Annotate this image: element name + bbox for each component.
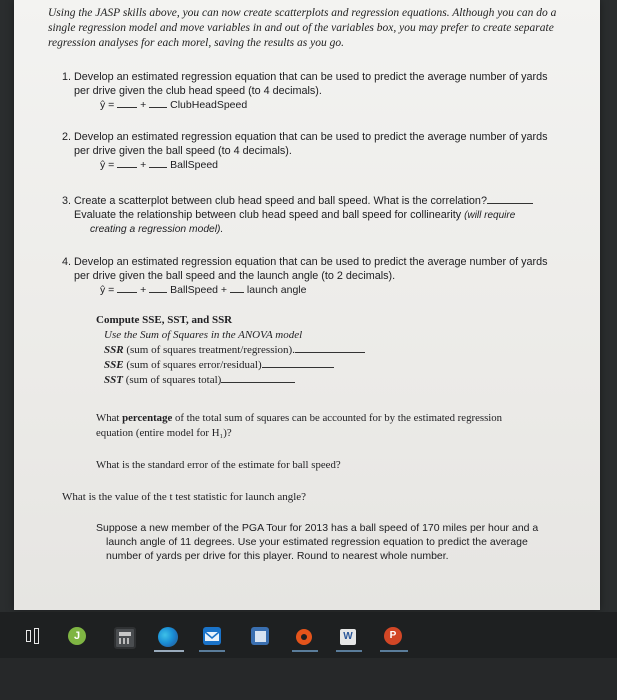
- office-icon[interactable]: [296, 629, 312, 645]
- yhat-label: ŷ =: [100, 284, 115, 296]
- percentage-question: [96, 411, 566, 441]
- active-indicator: [154, 650, 184, 652]
- question-3-evaluate: Evaluate the relationship between club head speed and ball speed for collinearity: [74, 209, 465, 221]
- question-1-line2: per drive given the club head speed (to 4 decimals).: [74, 85, 322, 97]
- task-view-icon[interactable]: [26, 628, 40, 644]
- correlation-blank[interactable]: [487, 203, 533, 204]
- worksheet-page: [14, 0, 600, 610]
- intercept-blank[interactable]: [117, 167, 137, 168]
- sse-abbr: SSE: [104, 359, 124, 371]
- compute-section: [96, 313, 516, 388]
- question-1: [62, 70, 582, 112]
- pct-bold: percentage: [122, 412, 173, 424]
- files-icon[interactable]: [251, 627, 269, 645]
- ssr-text: (sum of squares treatment/regression).: [123, 344, 295, 356]
- yhat-label: ŷ =: [100, 159, 115, 171]
- active-indicator: [292, 650, 318, 652]
- prediction-line2: launch angle of 11 degrees. Use your estimated regression equation to predict the average: [106, 536, 528, 548]
- ssr-row: [96, 343, 516, 358]
- question-4-line1: 4. Develop an estimated regression equation that can be used to predict the average number of yards: [62, 256, 548, 268]
- coef-blank-1[interactable]: [149, 292, 167, 293]
- calculator-icon[interactable]: [114, 627, 136, 649]
- intro-paragraph: Using the JASP skills above, you can now create scatterplots and regression equations. Although you can do a single regression model and move variables in and out of the variables box, you may prefer to create separate regression analyses for each morel, saving the results as you go.: [48, 7, 557, 49]
- question-1-line1: 1. Develop an estimated regression equation that can be used to predict the average number of yards: [62, 71, 548, 83]
- intercept-blank[interactable]: [117, 107, 137, 108]
- compute-subtitle: Use the Sum of Squares in the ANOVA model: [104, 329, 303, 341]
- percentage-line2: equation (entire model for H₁)?: [96, 427, 232, 439]
- variable-label: BallSpeed: [170, 159, 219, 171]
- question-4: [62, 255, 582, 297]
- question-1-equation: [62, 98, 582, 112]
- compute-title: Compute SSE, SST, and SSR: [96, 314, 233, 326]
- question-4-equation: [62, 283, 582, 297]
- coef-blank-2[interactable]: [230, 292, 244, 293]
- plus-sign: +: [140, 99, 147, 111]
- prediction-question: [96, 521, 576, 563]
- coef-blank[interactable]: [149, 167, 167, 168]
- variable-label-1: BallSpeed +: [170, 284, 228, 296]
- prediction-line1: Suppose a new member of the PGA Tour for 2013 has a ball speed of 170 miles per hour and a: [96, 522, 539, 534]
- jasp-icon[interactable]: J: [68, 627, 86, 645]
- question-3-line2: [62, 208, 582, 223]
- active-indicator: [199, 650, 225, 652]
- sst-blank[interactable]: [221, 382, 295, 383]
- word-icon[interactable]: W: [340, 629, 356, 645]
- question-2-equation: [62, 158, 582, 172]
- sse-text: (sum of squares error/residual): [123, 359, 262, 371]
- question-3-line1: [62, 194, 582, 208]
- yhat-label: ŷ =: [100, 99, 115, 111]
- question-2: [62, 130, 582, 172]
- stderr-question: What is the standard error of the estimate for ball speed?: [96, 459, 341, 471]
- percentage-line1: [96, 411, 566, 426]
- variable-label-2: launch angle: [246, 284, 307, 296]
- ssr-blank[interactable]: [295, 352, 365, 353]
- pct-a: What: [96, 412, 123, 424]
- powerpoint-icon[interactable]: P: [384, 627, 402, 645]
- ssr-abbr: SSR: [104, 344, 124, 356]
- active-indicator: [380, 650, 408, 652]
- sst-text: (sum of squares total): [122, 374, 222, 386]
- tstat-question: What is the value of the t test statistic for launch angle?: [62, 491, 307, 503]
- prediction-line3: number of yards per drive for this player. Round to nearest whole number.: [106, 550, 449, 562]
- question-3: [62, 194, 582, 237]
- mail-icon[interactable]: [203, 627, 221, 645]
- question-3-note: (will require: [464, 210, 516, 221]
- question-2-line1: 2. Develop an estimated regression equation that can be used to predict the average number of yards: [62, 131, 548, 143]
- edge-icon[interactable]: [158, 627, 178, 647]
- plus-sign: +: [140, 159, 147, 171]
- question-2-line2: per drive given the ball speed (to 4 decimals).: [74, 145, 292, 157]
- variable-label: ClubHeadSpeed: [170, 99, 248, 111]
- pct-c: of the total sum of squares can be accounted for by the estimated regression: [172, 412, 503, 424]
- sse-row: [96, 358, 516, 373]
- question-3-line3: creating a regression model).: [90, 224, 224, 235]
- sst-abbr: SST: [104, 374, 123, 386]
- coef-blank[interactable]: [149, 107, 167, 108]
- question-3-text: 3. Create a scatterplot between club head speed and ball speed. What is the correlation?: [62, 195, 487, 207]
- active-indicator: [336, 650, 362, 652]
- intercept-blank[interactable]: [117, 292, 137, 293]
- screen-bezel: [0, 658, 617, 700]
- sst-row: [96, 373, 516, 388]
- plus-sign: +: [140, 284, 147, 296]
- question-4-line2: per drive given the ball speed and the launch angle (to 2 decimals).: [74, 270, 396, 282]
- sse-blank[interactable]: [262, 367, 334, 368]
